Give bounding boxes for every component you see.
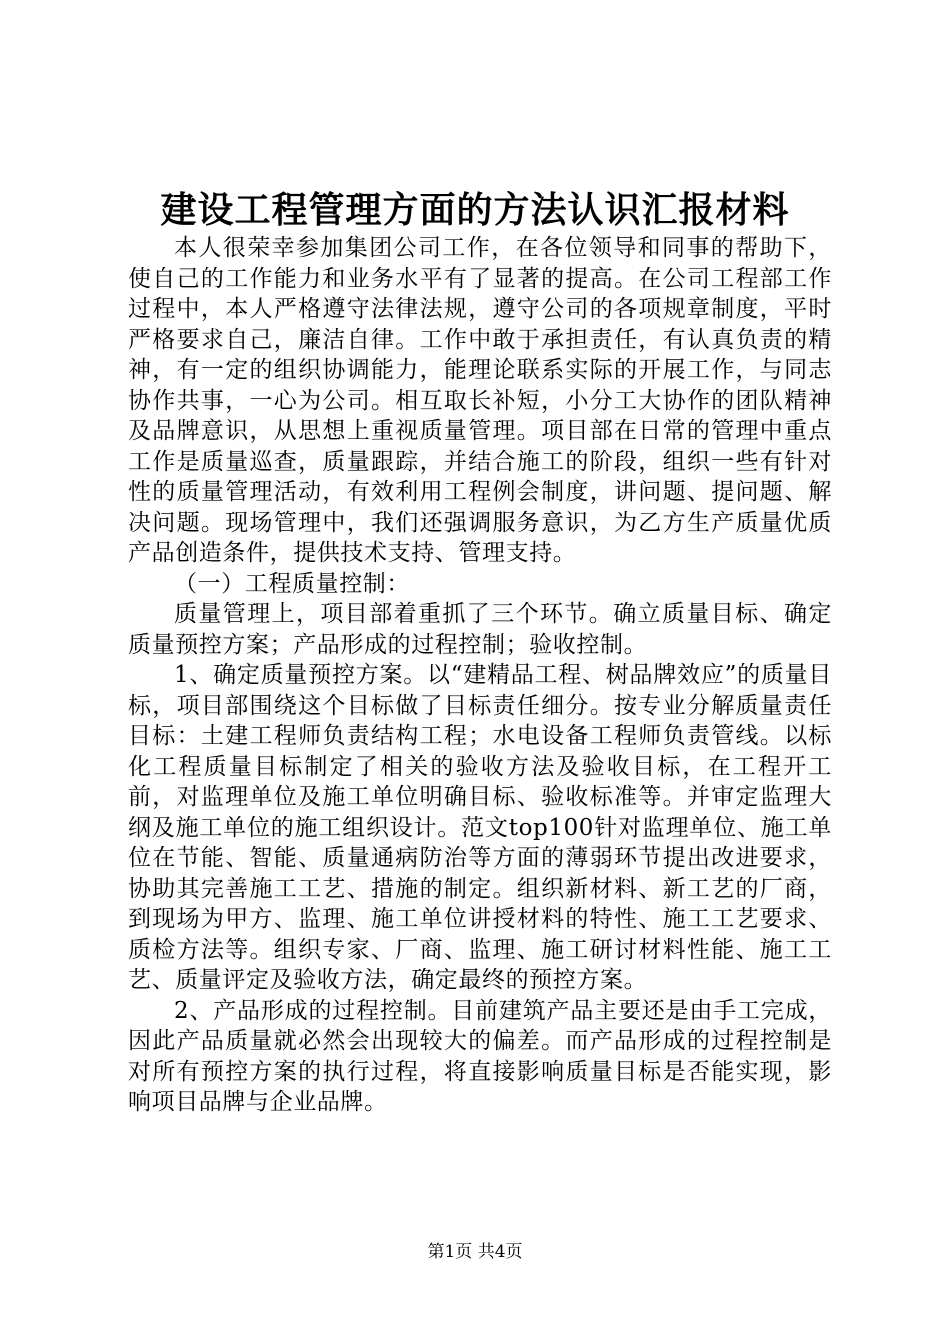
paragraph-quality-management: 质量管理上，项目部着重抓了三个环节。确立质量目标、确定质量预控方案；产品形成的过程控制；验收控制。 xyxy=(128,601,832,658)
paragraph-process-control: 2、产品形成的过程控制。目前建筑产品主要还是由手工完成，因此产品质量就必然会出现较大的偏差。而产品形成的过程控制是对所有预控方案的执行过程，将直接影响质量目标是否能实现，影响项目品牌与企业品牌。 xyxy=(128,997,832,1115)
paragraph-intro: 本人很荣幸参加集团公司工作，在各位领导和同事的帮助下，使自己的工作能力和业务水平有了显著的提高。在公司工程部工作过程中，本人严格遵守法律法规，遵守公司的各项规章制度，平时严格要求自己，廉洁自律。工作中敢于承担责任，有认真负责的精神，有一定的组织协调能力，能理论联系实际的开展工作，与同志协作共事，一心为公司。相互取长补短，小分工大协作的团队精神及品牌意识，从思想上重视质量管理。项目部在日常的管理中重点工作是质量巡查，质量跟踪，并结合施工的阶段，组织一些有针对性的质量管理活动，有效利用工程例会制度，讲问题、提问题、解决问题。现场管理中，我们还强调服务意识，为乙方生产质量优质产品创造条件，提供技术支持、管理支持。 xyxy=(128,235,832,566)
document-title: 建设工程管理方面的方法认识汇报材料 xyxy=(160,189,790,231)
paragraph-preventive-plan: 1、确定质量预控方案。以“建精品工程、树品牌效应”的质量目标，项目部围绕这个目标做了目标责任细分。按专业分解质量责任目标：土建工程师负责结构工程；水电设备工程师负责管线。以标化工程质量目标制定了相关的验收方法及验收目标，在工程开工前，对监理单位及施工单位明确目标、验收标准等。并审定监理大纲及施工单位的施工组织设计。范文top100针对监理单位、施工单位在节能、智能、质量通病防治等方面的薄弱环节提出改进要求，协助其完善施工工艺、措施的制定。组织新材料、新工艺的厂商，到现场为甲方、监理、施工单位讲授材料的特性、施工工艺要求、质检方法等。组织专家、厂商、监理、施工研讨材料性能、施工工艺、质量评定及验收方法，确定最终的预控方案。 xyxy=(128,662,832,993)
section-heading-quality-control: （一）工程质量控制： xyxy=(174,570,410,597)
page-footer: 第1页 共4页 xyxy=(427,1242,523,1262)
document-body xyxy=(128,233,832,1118)
